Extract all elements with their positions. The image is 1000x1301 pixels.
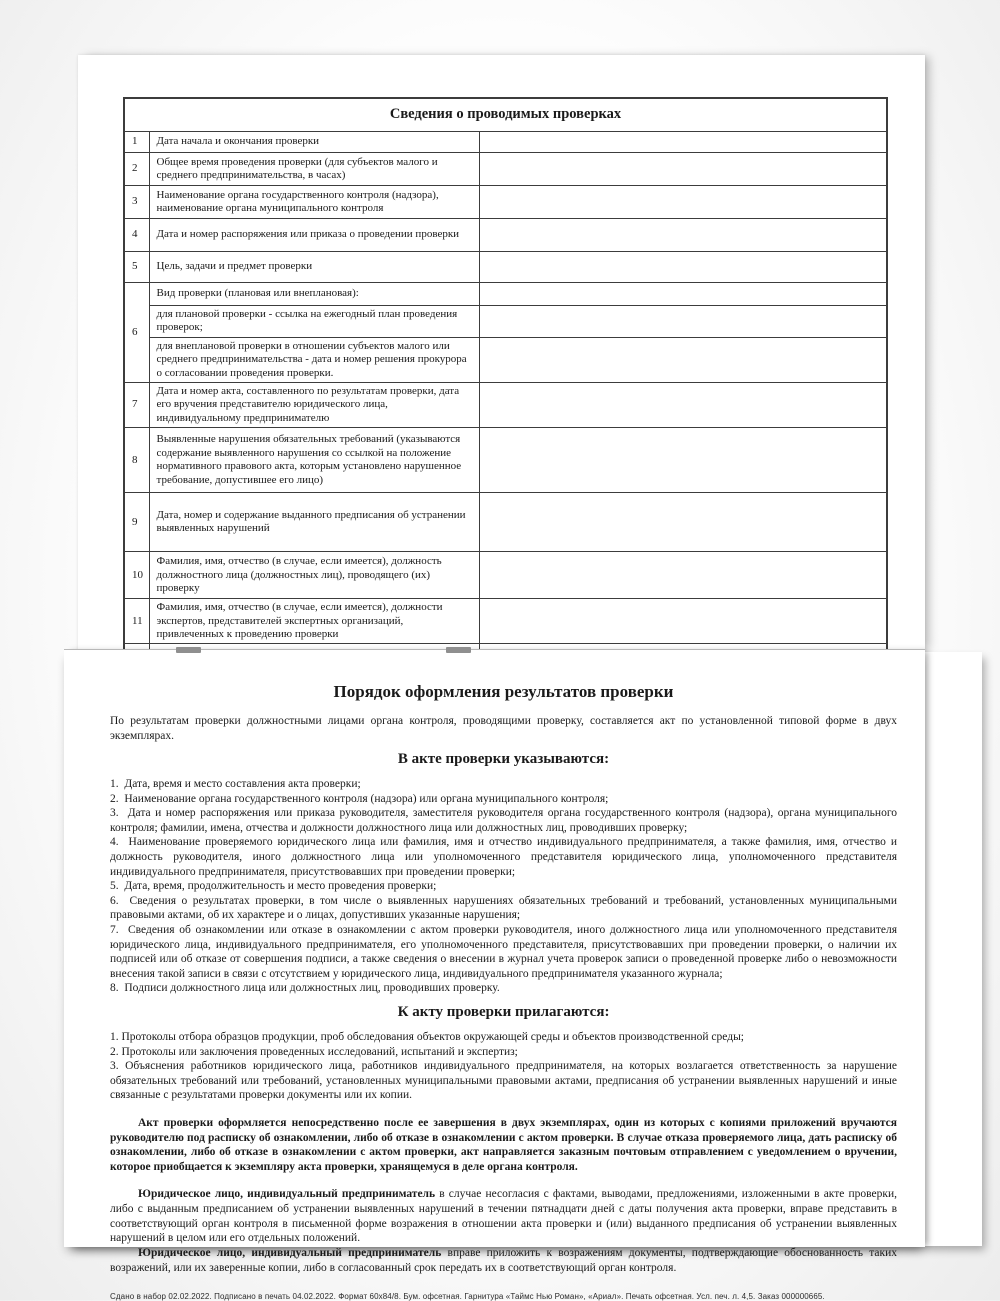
intro-paragraph: По результатам проверки должностными лицами органа контроля, проводящими проверку, составляется акт по установленной типовой форме в двух экземплярах. [110,715,897,742]
row-3-number: 3 [124,186,149,219]
legal-entity-paragraph-2 [110,1246,897,1276]
legal-entity-paragraph-1 [110,1187,897,1246]
procedure-title: Порядок оформления результатов проверки [333,682,674,701]
table-row [124,306,887,338]
table-row [124,153,887,186]
row-6-number: 6 [124,283,149,383]
attachment-item: 3. Объяснения работников юридического лица, работников индивидуального предпринимателя, на которых возлагается ответственность за нарушение обязательных требований или требований, установленных муниципальными правовыми актами, предписания об устранении выявленных нарушений и иные связанные с результатами проверки документы или их копии. [110,1060,897,1102]
act-item: 2. Наименование органа государственного контроля (надзора) или органа муниципального контроля; [110,792,609,805]
row-7-label: Дата и номер акта, составленного по результатам проверки, дата его вручения представителю юридического лица, индивидуальному предпринимателю [149,383,479,428]
row-6a-label: Вид проверки (плановая или внеплановая): [149,283,479,306]
act-registration-paragraph: Акт проверки оформляется непосредственно после ее завершения в двух экземплярах, один из которых с копиями приложений вручаются руководителю под расписку об ознакомлении, либо об отказе в ознакомлении с актом проверки. В случае отказа проверяемого лица, дать расписку об ознакомлении, либо об отказе в ознакомлении с актом проверки, акт направляется заказным почтовым отправлением с уведомлением о вручении, которое приобщается к экземпляру акта проверки, хранящемуся в деле органа контроля. [110,1116,897,1174]
row-4-label: Дата и номер распоряжения или приказа о проведении проверки [149,219,479,252]
row-9-value [479,493,887,552]
act-item: 3. Дата и номер распоряжения или приказа руководителя, заместителя руководителя органа государственного контроля (надзора), органа муниципального контроля; фамилии, имена, отчества и должности должностного лица или должностных лиц, проводивших проверку; [110,807,897,834]
legal-entity-lead: Юридическое лицо, индивидуальный предприниматель [138,1188,436,1201]
row-10-value [479,552,887,599]
row-11-number: 11 [124,599,149,644]
row-6b-label: для плановой проверки - ссылка на ежегодный план проведения проверок; [149,306,479,338]
row-9-number: 9 [124,493,149,552]
table-title-row [124,98,887,132]
table-row [124,383,887,428]
table-row [124,186,887,219]
row-4-value [479,219,887,252]
legal-entity-lead: Юридическое лицо, индивидуальный предприниматель [138,1247,442,1260]
row-5-value [479,252,887,283]
table-row [124,599,887,644]
table-row [124,337,887,382]
staple-icon [446,647,471,653]
staple-icon [176,647,201,653]
row-9-label: Дата, номер и содержание выданного предписания об устранении выявленных нарушений [149,493,479,552]
legal-entity-text: вправе приложить к возражениям документы, подтверждающие обоснованность таких возражений, или их заверенные копии, либо в согласованный срок передать их в соответствующий орган контроля. [110,1247,898,1275]
table-row [124,493,887,552]
row-11-label: Фамилия, имя, отчество (в случае, если имеется), должности экспертов, представителей экспертных организаций, привлеченных к проведению проверки [149,599,479,644]
row-8-number: 8 [124,428,149,493]
attachment-item: 1. Протоколы отбора образцов продукции, проб обследования объектов окружающей среды и объектов производственной среды; [110,1030,744,1043]
attachment-item: 2. Протоколы или заключения проведенных исследований, испытаний и экспертиз; [110,1045,518,1058]
legal-entity-text: в случае несогласия с фактами, выводами, предложениями, изложенными в акте проверки, либо с выданным предписанием об устранении выявленных нарушений в течении пятнадцати дней с даты получения акта проверки, вправе представить в соответствующий орган контроля в письменной форме возражения в отношении акта проверки и (или) выданного предписания об устранении выявленных нарушений в целом или его отдельных положений. [110,1188,897,1245]
row-1-value [479,132,887,153]
act-attachments-heading: К акту проверки прилагаются: [397,1003,610,1020]
row-10-number: 10 [124,552,149,599]
table-row [124,552,887,599]
row-6c-value [479,337,887,382]
row-6b-value [479,306,887,338]
row-1-number: 1 [124,132,149,153]
imprint-line: Сдано в набор 02.02.2022. Подписано в печать 04.02.2022. Формат 60х84/8. Бум. офсетная. Гарнитура «Таймс Нью Роман», «Ариал». Печать офсетная. Усл. печ. л. 4,5. Заказ 000000665. [110,1291,825,1301]
table-row [124,132,887,153]
row-4-number: 4 [124,219,149,252]
row-6c-label: для внеплановой проверки в отношении субъектов малого или среднего предпринимательства - дата и номер решения прокурора о согласовании проведения проверки. [149,337,479,382]
row-7-value [479,383,887,428]
table-row [124,252,887,283]
table-row [124,283,887,306]
act-item: 7. Сведения об ознакомлении или отказе в ознакомлении с актом проверки руководителя, иного должностного лица или уполномоченного представителя юридического лица, индивидуального предпринимателя, его уполномоченного представителя, присутствовавших при проведении проверки, о наличии их подписей или об отказе от совершения подписи, а также сведения о внесении в журнал учета проверок записи о проведенной проверке либо о невозможности внесения такой записи в связи с отсутствием у юридического лица, индивидуального предпринимателя указанного журнала; [110,923,897,980]
row-6a-value [479,283,887,306]
row-7-number: 7 [124,383,149,428]
row-5-number: 5 [124,252,149,283]
row-2-number: 2 [124,153,149,186]
procedure-content [64,650,925,1301]
act-contents-heading: В акте проверки указываются: [397,751,610,767]
row-8-value [479,428,887,493]
act-item: 5. Дата, время, продолжительность и место проведения проверки; [110,880,437,893]
act-item: 1. Дата, время и место составления акта проверки; [110,778,361,790]
row-1-label: Дата начала и окончания проверки [149,132,479,153]
row-2-label: Общее время проведения проверки (для субъектов малого и среднего предпринимательства, в часах) [149,153,479,186]
inspections-table [123,97,888,674]
act-item: 4. Наименование проверяемого юридического лица или фамилия, имя и отчество индивидуального предпринимателя, а также фамилия, имя, отчество и должность руководителя, иного должностного лица или уполномоченного представителя юридического лица, уполномоченного представителя индивидуального предпринимателя, присутствовавших при проведении проверки; [110,836,897,878]
row-10-label: Фамилия, имя, отчество (в случае, если имеется), должность должностного лица (должностных лиц), проводящего (их) проверку [149,552,479,599]
sheet-table-page [78,55,925,652]
sheet-procedure-page [64,649,925,1301]
act-item: 6. Сведения о результатах проверки, в том числе о выявленных нарушениях обязательных требований и требований, установленных муниципальными правовыми актами, об их характере и о лицах, допустивших указанные нарушения; [110,894,897,922]
act-item: 8. Подписи должностного лица или должностных лиц, проводивших проверку. [110,982,500,995]
row-11-value [479,599,887,644]
row-3-label: Наименование органа государственного контроля (надзора), наименование органа муниципального контроля [149,186,479,219]
row-8-label: Выявленные нарушения обязательных требований (указываются содержание выявленного нарушения со ссылкой на положение нормативного правового акта, которым установлено нарушенное требование, допустившее его лицо) [149,428,479,493]
row-2-value [479,153,887,186]
table-row [124,428,887,493]
row-3-value [479,186,887,219]
row-5-label: Цель, задачи и предмет проверки [149,252,479,283]
table-row [124,219,887,252]
table-title: Сведения о проводимых проверках [124,98,887,132]
